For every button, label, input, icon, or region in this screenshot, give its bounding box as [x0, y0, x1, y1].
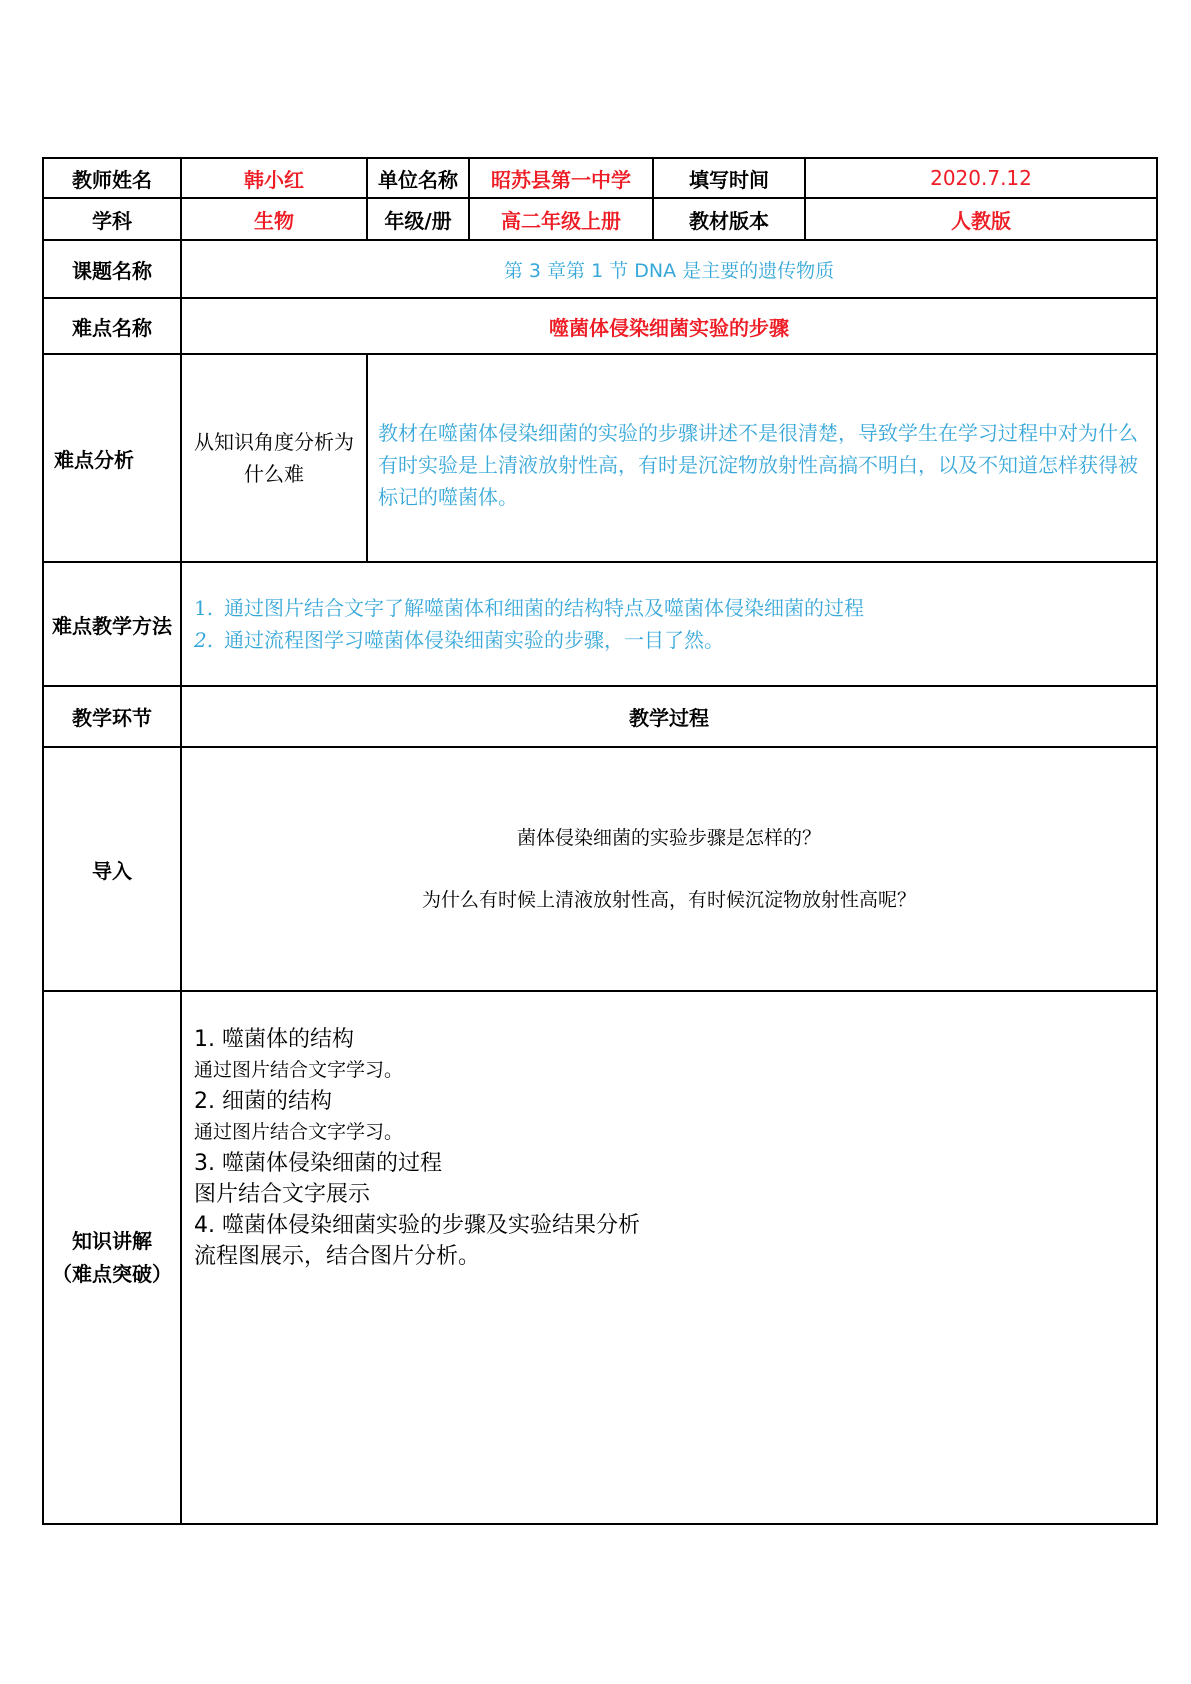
- subject-value: 生物: [181, 198, 367, 240]
- knowledge-item-4-heading: 4. 噬菌体侵染细菌实验的步骤及实验结果分析: [194, 1213, 640, 1238]
- grade-label: 年级/册: [367, 198, 469, 240]
- analysis-text: 教材在噬菌体侵染细菌的实验的步骤讲述不是很清楚，导致学生在学习过程中对为什么有时实验是上清液放射性高，有时是沉淀物放射性高搞不明白，以及不知道怎样获得被标记的噬菌体。: [378, 421, 1138, 509]
- unit-name-value: 昭苏县第一中学: [469, 158, 653, 198]
- knowledge-row: [43, 991, 1157, 1524]
- topic-row: [43, 240, 1157, 298]
- intro-label: 导入: [43, 747, 181, 991]
- textbook-label: 教材版本: [653, 198, 805, 240]
- teacher-name-label: 教师姓名: [43, 158, 181, 198]
- analysis-text-cell: [367, 354, 1157, 562]
- analysis-perspective-text: 从知识角度分析为什么难: [194, 430, 354, 486]
- grade-value: 高二年级上册: [469, 198, 653, 240]
- analysis-row: [43, 354, 1157, 562]
- analysis-perspective-label: [181, 354, 367, 562]
- method-list: [181, 562, 1157, 686]
- difficulty-row: [43, 298, 1157, 354]
- knowledge-item-1-heading: 1. 噬菌体的结构: [194, 1027, 354, 1052]
- method-item-number: 1.: [194, 596, 214, 620]
- difficulty-value: 噬菌体侵染细菌实验的步骤: [181, 298, 1157, 354]
- fill-date-value: 2020.7.12: [805, 158, 1157, 198]
- intro-content: [181, 747, 1157, 991]
- knowledge-item-1-detail: 通过图片结合文字学习。: [194, 1059, 404, 1081]
- knowledge-label: [43, 991, 181, 1524]
- method-item-text: 通过流程图学习噬菌体侵染细菌实验的步骤，一目了然。: [224, 628, 724, 652]
- topic-value: 第 3 章第 1 节 DNA 是主要的遗传物质: [181, 240, 1157, 298]
- knowledge-label-line-2: （难点突破）: [52, 1261, 172, 1286]
- method-item-1: [194, 592, 1156, 624]
- teacher-name-value: 韩小红: [181, 158, 367, 198]
- difficulty-label: 难点名称: [43, 298, 181, 354]
- method-row: [43, 562, 1157, 686]
- knowledge-item-4-detail: 流程图展示，结合图片分析。: [194, 1244, 481, 1269]
- knowledge-item-3-detail: 图片结合文字展示: [194, 1182, 371, 1207]
- subject-label: 学科: [43, 198, 181, 240]
- knowledge-item-2-heading: 2. 细菌的结构: [194, 1089, 332, 1114]
- header-row-2: [43, 198, 1157, 240]
- intro-row: [43, 747, 1157, 991]
- method-label: 难点教学方法: [43, 562, 181, 686]
- analysis-label: 难点分析: [43, 354, 181, 562]
- method-item-number: 2.: [194, 628, 214, 652]
- knowledge-label-line-1: 知识讲解: [72, 1228, 152, 1253]
- intro-question-1: 菌体侵染细菌的实验步骤是怎样的？: [516, 827, 821, 849]
- knowledge-content: [181, 991, 1157, 1524]
- lesson-plan-document: [42, 157, 1156, 1539]
- knowledge-item-2-detail: 通过图片结合文字学习。: [194, 1121, 404, 1143]
- fill-date-label: 填写时间: [653, 158, 805, 198]
- unit-name-label: 单位名称: [367, 158, 469, 198]
- lesson-plan-table: [42, 157, 1158, 1525]
- intro-question-2: 为什么有时候上清液放射性高，有时候沉淀物放射性高呢？: [421, 889, 916, 911]
- process-header-row: [43, 686, 1157, 747]
- teaching-stage-label: 教学环节: [43, 686, 181, 747]
- knowledge-item-3-heading: 3. 噬菌体侵染细菌的过程: [194, 1151, 442, 1176]
- header-row-1: [43, 158, 1157, 198]
- method-item-2: [194, 624, 1156, 656]
- textbook-value: 人教版: [805, 198, 1157, 240]
- topic-label: 课题名称: [43, 240, 181, 298]
- method-item-text: 通过图片结合文字了解噬菌体和细菌的结构特点及噬菌体侵染细菌的过程: [224, 596, 864, 620]
- teaching-process-label: 教学过程: [181, 686, 1157, 747]
